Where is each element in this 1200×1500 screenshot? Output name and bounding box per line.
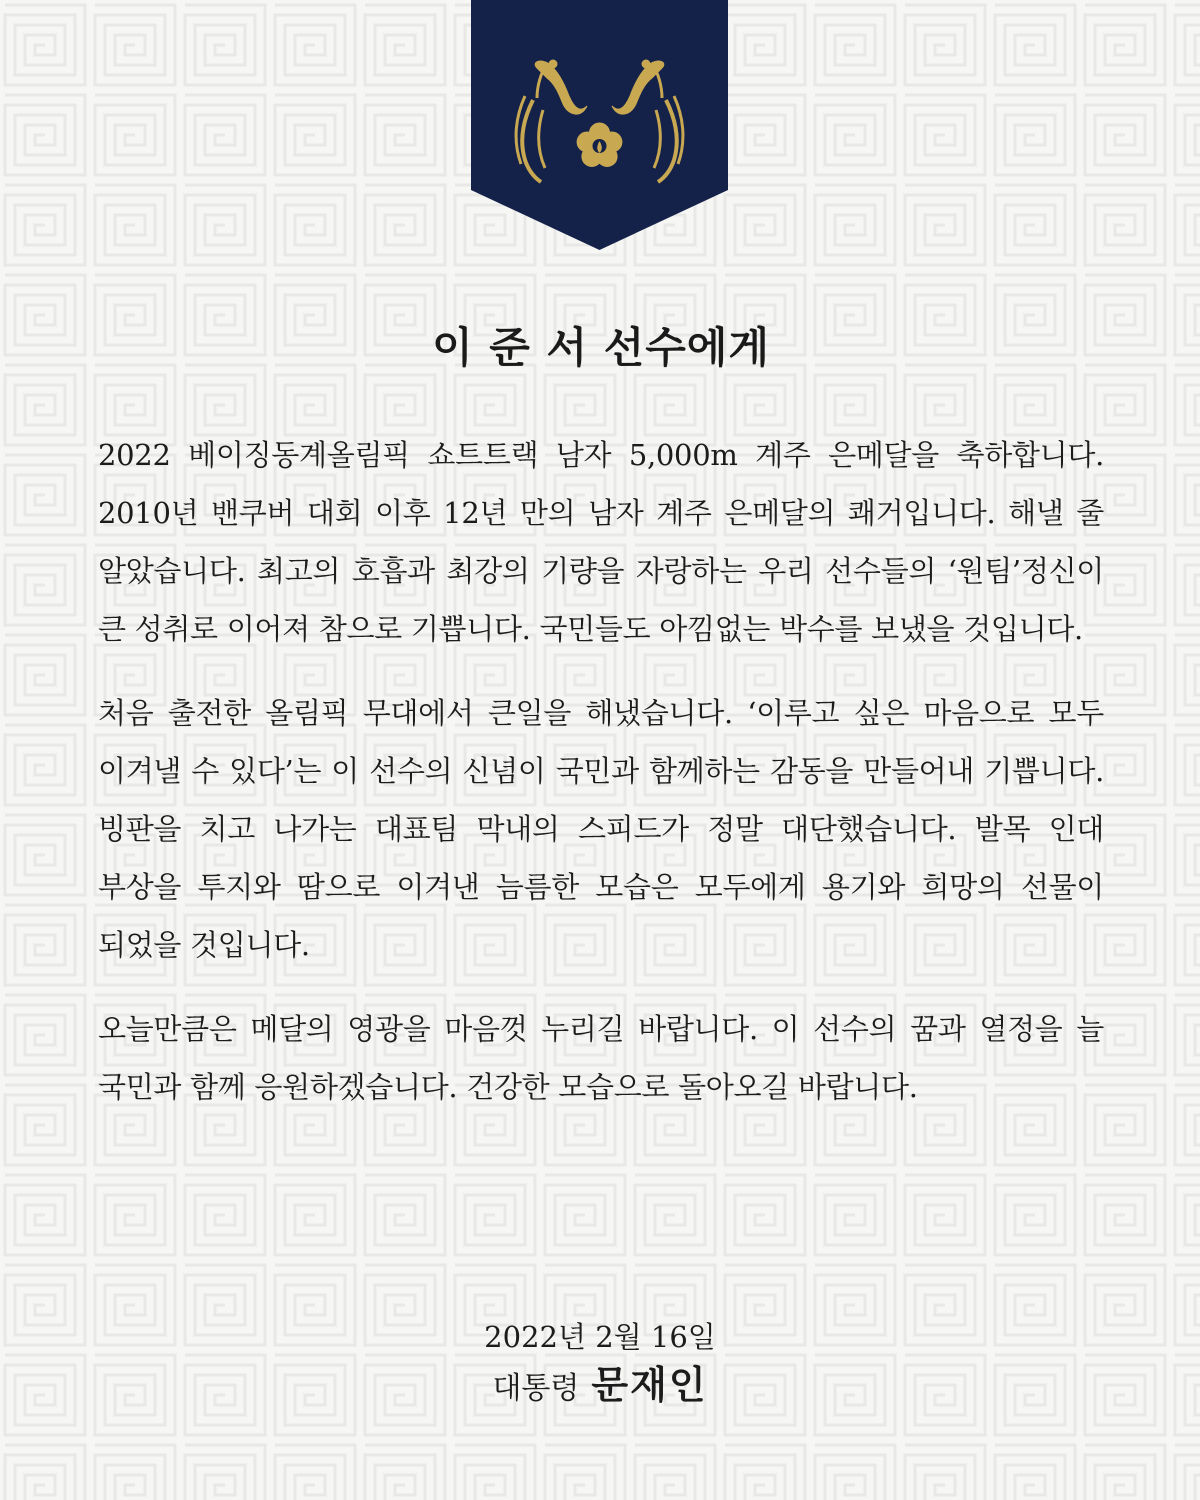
- letter-date: 2022년 2월 16일: [484, 1320, 716, 1354]
- signature-title: 대통령: [492, 1371, 580, 1406]
- signature-name: 문재인: [591, 1363, 708, 1407]
- letter-paragraph-1: 2022 베이징동계올림픽 쇼트트랙 남자 5,000m 계주 은메달을 축하합니다. 2010년 밴쿠버 대회 이후 12년 만의 남자 계주 은메달의 쾌거입니다. 해낼 줄 알았습니다. 최고의 호흡과 최강의 기량을 자랑하는 우리 선수들의 ‘원팀’정신이 큰 성취로 이어져 참으로 기쁩니다. 국민들도 아낌없는 박수를 보냈을 것입니다.: [98, 438, 1104, 646]
- letter-title: 이 준 서 선수에게: [432, 323, 770, 372]
- letter-body: [98, 318, 1104, 1142]
- letter-paragraph-3: 오늘만큼은 메달의 영광을 마음껏 누리길 바랍니다. 이 선수의 꿈과 열정을 늘 국민과 함께 응원하겠습니다. 건강한 모습으로 돌아오길 바랍니다.: [98, 1012, 1104, 1104]
- phoenix-emblem-icon: [471, 0, 728, 250]
- signature: [0, 1361, 1200, 1413]
- letter-footer: [0, 1315, 1200, 1413]
- letter-paragraph-2: 처음 출전한 올림픽 무대에서 큰일을 해냈습니다. ‘이루고 싶은 마음으로 모두 이겨낼 수 있다’는 이 선수의 신념이 국민과 함께하는 감동을 만들어내 기쁩니다. 빙판을 치고 나가는 대표팀 막내의 스피드가 정말 대단했습니다. 발목 인대 부상을 투지와 땀으로 이겨낸 늠름한 모습은 모두에게 용기와 희망의 선물이 되었을 것입니다.: [98, 696, 1104, 962]
